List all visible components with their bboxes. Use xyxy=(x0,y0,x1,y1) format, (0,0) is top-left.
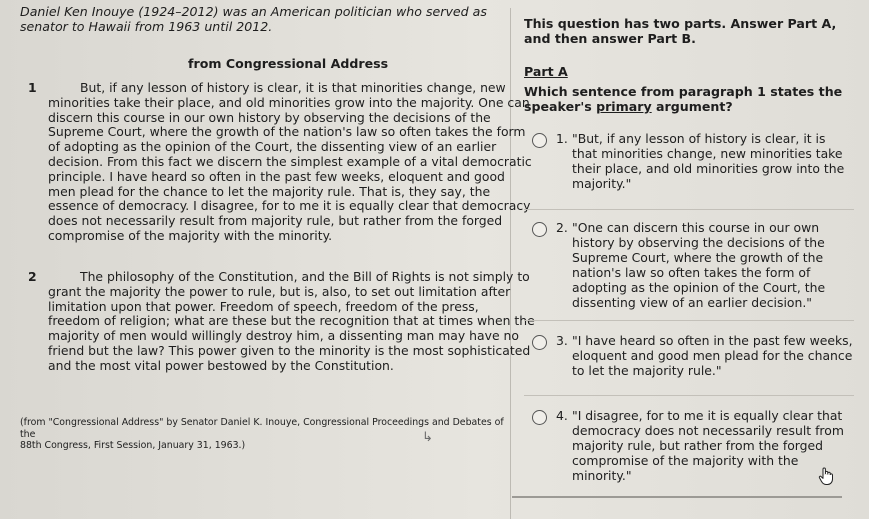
question-prompt xyxy=(524,84,859,114)
prompt-text-end: argument? xyxy=(651,99,733,114)
passage-line: does not necessarily result from majority rule, but rather from the forged xyxy=(48,213,503,229)
citation xyxy=(20,417,508,452)
paragraph-2 xyxy=(20,269,535,374)
choice-text: "But, if any lesson of history is clear, it is that minorities change, new minorities take their place, and old minorities grow into the majority." xyxy=(572,131,845,191)
passage-line: friend but the law? This power given to the minority is the most sophisticated xyxy=(48,342,531,358)
paragraph-1 xyxy=(20,80,532,244)
radio-button[interactable] xyxy=(532,410,547,425)
choice-text: "I have heard so often in the past few weeks, eloquent and good men plead for the chance to let the majority rule." xyxy=(572,333,853,378)
source-title: from Congressional Address xyxy=(188,56,389,71)
stray-mark-icon: ↳ xyxy=(422,430,433,445)
paragraph-number: 2 xyxy=(28,269,37,284)
prompt-emphasis: primary xyxy=(596,99,652,114)
passage-line: decision. From this fact we discern the simplest example of a vital democratic xyxy=(48,153,532,169)
citation-line: 88th Congress, First Session, January 31, 1963.) xyxy=(20,440,246,451)
passage-line: But, if any lesson of history is clear, it is that minorities change, new xyxy=(80,80,506,95)
radio-button[interactable] xyxy=(532,222,547,237)
citation-line: (from "Congressional Address" by Senator Daniel K. Inouye, Congressional Proceedings and Debates of the xyxy=(20,417,504,440)
column-divider xyxy=(510,8,511,519)
passage-line: essence of democracy. I disagree, for to me it is equally clear that democracy xyxy=(48,198,531,214)
passage-line: principle. I have heard so often in the past few weeks, eloquent and good xyxy=(48,168,505,184)
passage-line: discern this course in our own history by observing the decisions of the xyxy=(48,109,491,125)
prompt-text: Which sentence from paragraph 1 states the speaker's xyxy=(524,84,843,114)
passage-line: and the most vital power bestowed by the Constitution. xyxy=(48,357,394,373)
passage-line: limitation upon that power. Freedom of speech, freedom of the press, xyxy=(48,298,479,314)
passage-line: men plead for the chance to let the majority rule. That is, they say, the xyxy=(48,183,491,199)
part-a-label: Part A xyxy=(524,64,568,79)
answer-choice-2[interactable] xyxy=(524,220,854,321)
choice-number: 3. xyxy=(556,333,568,348)
passage-line: The philosophy of the Constitution, and the Bill of Rights is not simply to xyxy=(80,269,530,284)
answer-choice-4[interactable] xyxy=(524,408,854,490)
paragraph-number: 1 xyxy=(28,80,37,95)
hand-pointer-icon xyxy=(818,466,834,486)
choice-text: "One can discern this course in our own history by observing the decisions of the Supreme Court, where the growth of the nation's law so often takes the form of adopting as the opinion of the Court, the dissenting view of an earlier decision." xyxy=(572,220,826,310)
radio-button[interactable] xyxy=(532,133,547,148)
passage-line: Supreme Court, where the growth of the nation's law so often takes the form xyxy=(48,124,526,140)
choice-number: 4. xyxy=(556,408,568,423)
passage-line: minorities take their place, and old minorities grow into the majority. One can xyxy=(48,94,530,110)
answer-choice-3[interactable] xyxy=(524,333,854,396)
answer-choice-1[interactable] xyxy=(524,131,854,210)
passage-line: freedom of religion; what are these but the recognition that at times when the xyxy=(48,313,535,329)
choice-number: 2. xyxy=(556,220,568,235)
passage-line: of adopting as the opinion of the Court, the dissenting view of an earlier xyxy=(48,139,497,155)
passage-line: grant the majority the power to rule, but is, also, to set out limitation after xyxy=(48,283,511,299)
passage-line: majority of men would willingly destroy him, a dissenting man may have no xyxy=(48,328,519,344)
choice-number: 1. xyxy=(556,131,568,146)
bottom-rule xyxy=(512,496,842,498)
radio-button[interactable] xyxy=(532,335,547,350)
passage-line: compromise of the majority with the minority. xyxy=(48,227,333,243)
choice-text: "I disagree, for to me it is equally clear that democracy does not necessarily result from majority rule, but rather from the forged compromise of the majority with the minority." xyxy=(572,408,844,483)
question-instructions: This question has two parts. Answer Part A, and then answer Part B. xyxy=(524,16,837,46)
author-intro: Daniel Ken Inouye (1924–2012) was an American politician who served as senator to Hawaii from 1963 until 2012. xyxy=(20,4,487,34)
